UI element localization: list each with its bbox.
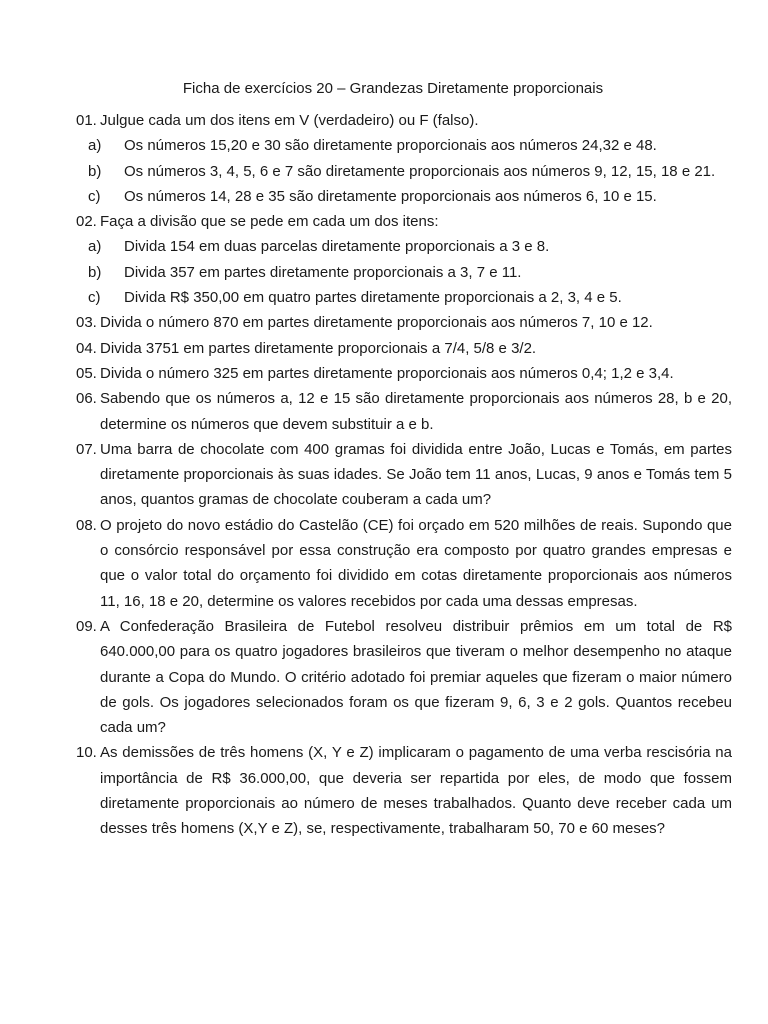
question-number: 08.	[76, 516, 97, 534]
sub-item	[76, 260, 732, 285]
question-text: Faça a divisão que se pede em cada um dos itens:	[100, 213, 439, 231]
sub-item-text: Os números 14, 28 e 35 são diretamente proporcionais aos números 6, 10 e 15.	[124, 187, 657, 205]
question-number: 03.	[76, 314, 97, 332]
question-text: Julgue cada um dos itens em V (verdadeiro) ou F (falso).	[100, 112, 479, 129]
sub-item	[76, 133, 732, 158]
question-item	[76, 513, 732, 614]
sub-item-letter: b)	[88, 162, 102, 180]
sub-item-letter: b)	[88, 263, 102, 281]
sub-item-letter: c)	[88, 187, 101, 205]
question-number: 10.	[76, 744, 97, 762]
question-number: 06.	[76, 390, 97, 408]
sub-item-text: Os números 3, 4, 5, 6 e 7 são diretamente proporcionais aos números 9, 12, 15, 18 e 21.	[124, 162, 716, 180]
question-text: Uma barra de chocolate com 400 gramas foi dividida entre João, Lucas e Tomás, em partes diretamente proporcionais às suas idades. Se João tem 11 anos, Lucas, 9 anos e Tomás tem 5 anos, quantos gramas de chocolate couberam a cada um?	[100, 440, 732, 509]
sub-item	[76, 285, 732, 310]
question-item	[76, 209, 732, 234]
sub-item-text: Divida R$ 350,00 em quatro partes diretamente proporcionais a 2, 3, 4 e 5.	[124, 289, 622, 307]
question-text: Divida 3751 em partes diretamente proporcionais a 7/4, 5/8 e 3/2.	[100, 339, 537, 357]
question-number: 02.	[76, 213, 97, 231]
question-text: Sabendo que os números a, 12 e 15 são diretamente proporcionais aos números 28, b e 20, determine os números que devem substituir a e b.	[100, 390, 732, 433]
question-text: A Confederação Brasileira de Futebol resolveu distribuir prêmios em um total de R$ 640.000,00 para os quatro jogadores brasileiros que tiveram o melhor desempenho no ataque durante a Copa do Mundo. O critério adotado foi premiar aqueles que fizeram o maior número de gols. Os jogadores selecionados foram os que fizeram 9, 6, 3 e 2 gols. Quantos recebeu cada um?	[100, 617, 732, 737]
question-text: As demissões de três homens (X, Y e Z) implicaram o pagamento de uma verba rescisória na importância de R$ 36.000,00, que deveria ser repartida por eles, de modo que fossem diretamente proporcionais ao número de meses trabalhados. Quanto deve receber cada um desses três homens (X,Y e Z), se, respectivamente, trabalharam 50, 70 e 60 meses?	[100, 744, 732, 838]
question-number: 05.	[76, 364, 97, 382]
question-number: 04.	[76, 339, 97, 357]
sub-item-text: Divida 154 em duas parcelas diretamente proporcionais a 3 e 8.	[124, 238, 550, 256]
question-number: 09.	[76, 617, 97, 635]
question-item	[76, 740, 732, 841]
question-text: Divida o número 870 em partes diretamente proporcionais aos números 7, 10 e 12.	[100, 314, 653, 332]
sub-item-text: Divida 357 em partes diretamente proporcionais a 3, 7 e 11.	[124, 263, 522, 281]
sub-item-text: Os números 15,20 e 30 são diretamente proporcionais aos números 24,32 e 48.	[124, 137, 657, 155]
question-item	[76, 108, 732, 133]
sub-item-letter: a)	[88, 137, 102, 155]
question-text: Divida o número 325 em partes diretamente proporcionais aos números 0,4; 1,2 e 3,4.	[100, 364, 674, 382]
sub-item-letter: c)	[88, 289, 101, 307]
sub-item	[76, 184, 732, 209]
question-item	[76, 361, 732, 386]
sub-item-letter: a)	[88, 238, 102, 256]
question-item	[76, 310, 732, 335]
question-list	[76, 108, 732, 842]
question-number: 07.	[76, 440, 97, 458]
page-title: Ficha de exercícios 20 – Grandezas Diretamente proporcionais	[182, 80, 604, 97]
question-number: 01.	[76, 112, 97, 129]
question-item	[76, 437, 732, 513]
question-text: O projeto do novo estádio do Castelão (CE) foi orçado em 520 milhões de reais. Supondo que o consórcio responsável por essa construção era composto por quatro grandes empresas e que o valor total do orçamento foi dividido em cotas diretamente proporcionais aos números 11, 16, 18 e 20, determine os valores recebidos por cada uma dessas empresas.	[100, 516, 732, 610]
question-item	[76, 614, 732, 740]
question-item	[76, 336, 732, 361]
sub-item	[76, 159, 732, 184]
sub-item	[76, 234, 732, 259]
question-item	[76, 386, 732, 437]
